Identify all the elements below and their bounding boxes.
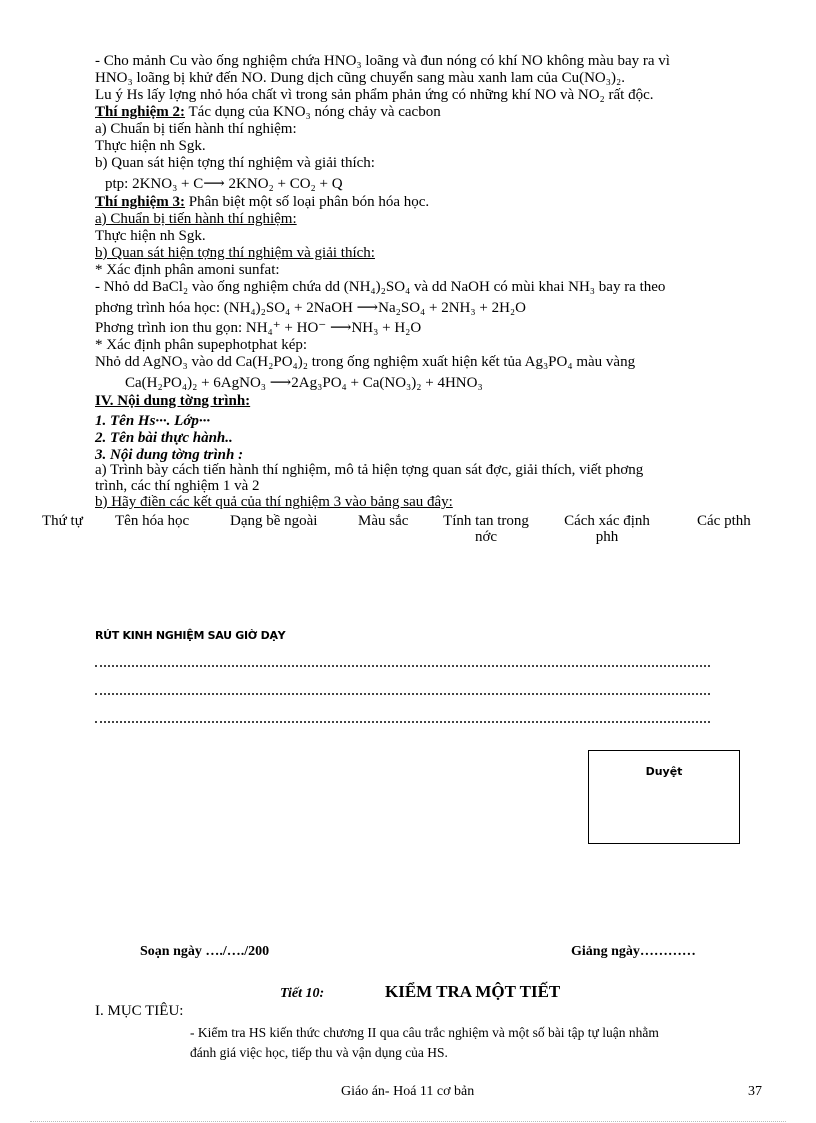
table-header-cell: Tên hóa học xyxy=(115,513,190,529)
table-header-cell: Các pthh xyxy=(697,513,751,529)
text-line: HNO₃ loãng bị khử đến NO. Dung dịch cũng chuyển sang màu xanh lam của Cu(NO₃)₂. xyxy=(95,70,625,86)
equation-line: Ca(H₂PO₄)₂ + 6AgNO₃ ⟶2Ag₃PO₄ + Ca(NO₃)₂ + 4HNO₃ xyxy=(125,375,483,391)
table-header-cell: Màu sắc xyxy=(358,513,409,529)
dotted-line xyxy=(95,721,710,723)
text-line: 1. Tên Hs···. Lớp··· xyxy=(95,413,211,429)
approval-box xyxy=(588,750,740,844)
rkn-title: RÚT KINH NGHIỆM SAU GIỜ DẠY xyxy=(95,629,286,642)
equation-line: Phơng trình ion thu gọn: NH₄⁺ + HO⁻ ⟶NH₃ + H₂O xyxy=(95,320,422,336)
footer-text: Giáo án- Hoá 11 cơ bản xyxy=(341,1084,475,1099)
goal-line: - Kiểm tra HS kiến thức chương II qua câu trắc nghiệm và một số bài tập tự luận nhằm xyxy=(190,1025,659,1040)
section-heading: I. MỤC TIÊU: xyxy=(95,1003,184,1019)
text-line: Thực hiện nh Sgk. xyxy=(95,228,206,244)
text-line: - Nhỏ dd BaCl₂ vào ống nghiệm chứa dd (NH₄)₂SO₄ và dd NaOH có mùi khai NH₃ bay ra theo xyxy=(95,279,666,295)
table-header-cell: Thứ tự xyxy=(42,513,83,529)
experiment-title: Phân biệt một số loại phân bón hóa học. xyxy=(185,194,430,210)
approval-label: Duyệt xyxy=(645,765,683,778)
text-line: * Xác định phân supephotphat kép: xyxy=(95,337,308,353)
section-heading: IV. Nội dung tờng trình: xyxy=(95,393,251,409)
footer-rule xyxy=(30,1121,786,1122)
text-line: Nhỏ dd AgNO₃ vào dd Ca(H₂PO₄)₂ trong ống nghiệm xuất hiện kết tủa Ag₃PO₄ màu vàng xyxy=(95,354,636,370)
experiment-3-heading xyxy=(95,194,429,211)
table-header-cell: Cách xác định xyxy=(564,513,650,529)
page-number: 37 xyxy=(748,1084,762,1099)
text-line: a) Chuẩn bị tiến hành thí nghiệm: xyxy=(95,121,297,137)
text-line: Thực hiện nh Sgk. xyxy=(95,138,206,154)
text-line: b) Hãy điền các kết quả của thí nghiệm 3 vào bảng sau đây: xyxy=(95,494,453,510)
experiment-label: Thí nghiệm 3: xyxy=(95,194,186,210)
table-header-cell: Tính tan trong xyxy=(443,513,529,529)
experiment-label: Thí nghiệm 2: xyxy=(95,104,186,120)
text-line: 3. Nội dung tờng trình : xyxy=(95,447,244,463)
text-line: trình, các thí nghiệm 1 và 2 xyxy=(95,478,260,494)
equation-line: ptp: 2KNO₃ + C⟶ 2KNO₂ + CO₂ + Q xyxy=(105,176,343,192)
preparation-date: Soạn ngày …./…./200 xyxy=(140,944,270,959)
equation-line: phơng trình hóa học: (NH₄)₂SO₄ + 2NaOH ⟶Na₂SO₄ + 2NH₃ + 2H₂O xyxy=(95,300,526,316)
text-line: * Xác định phân amoni sunfat: xyxy=(95,262,280,278)
text-line: b) Quan sát hiện tợng thí nghiệm và giải thích: xyxy=(95,155,375,171)
dotted-line xyxy=(95,665,710,667)
table-header-cell: phh xyxy=(595,529,619,545)
table-header-cell: nớc xyxy=(474,529,498,545)
experiment-title: Tác dụng của KNO₃ nóng chảy và cacbon xyxy=(185,104,441,120)
text-line: a) Chuẩn bị tiến hành thí nghiệm: xyxy=(95,211,297,227)
teaching-date: Giảng ngày………… xyxy=(571,944,696,959)
text-line: a) Trình bày cách tiến hành thí nghiệm, mô tả hiện tợng quan sát đợc, giải thích, viết phơng xyxy=(95,462,644,478)
text-line: 2. Tên bài thực hành.. xyxy=(95,430,233,446)
dotted-line xyxy=(95,693,710,695)
text-line: - Cho mảnh Cu vào ống nghiệm chứa HNO₃ loãng và đun nóng có khí NO không màu bay ra vì xyxy=(95,53,670,69)
text-line: Lu ý Hs lấy lợng nhỏ hóa chất vì trong sản phẩm phản ứng có những khí NO và NO₂ rất độc. xyxy=(95,87,654,103)
lesson-number: Tiết 10: xyxy=(280,986,325,1001)
text-line: b) Quan sát hiện tợng thí nghiệm và giải thích: xyxy=(95,245,375,261)
experiment-2-heading xyxy=(95,104,441,121)
goal-line: đánh giá việc học, tiếp thu và vận dụng của HS. xyxy=(190,1045,448,1060)
lesson-title: KIỂM TRA MỘT TIẾT xyxy=(385,982,561,1001)
table-header-cell: Dạng bề ngoài xyxy=(230,513,318,529)
